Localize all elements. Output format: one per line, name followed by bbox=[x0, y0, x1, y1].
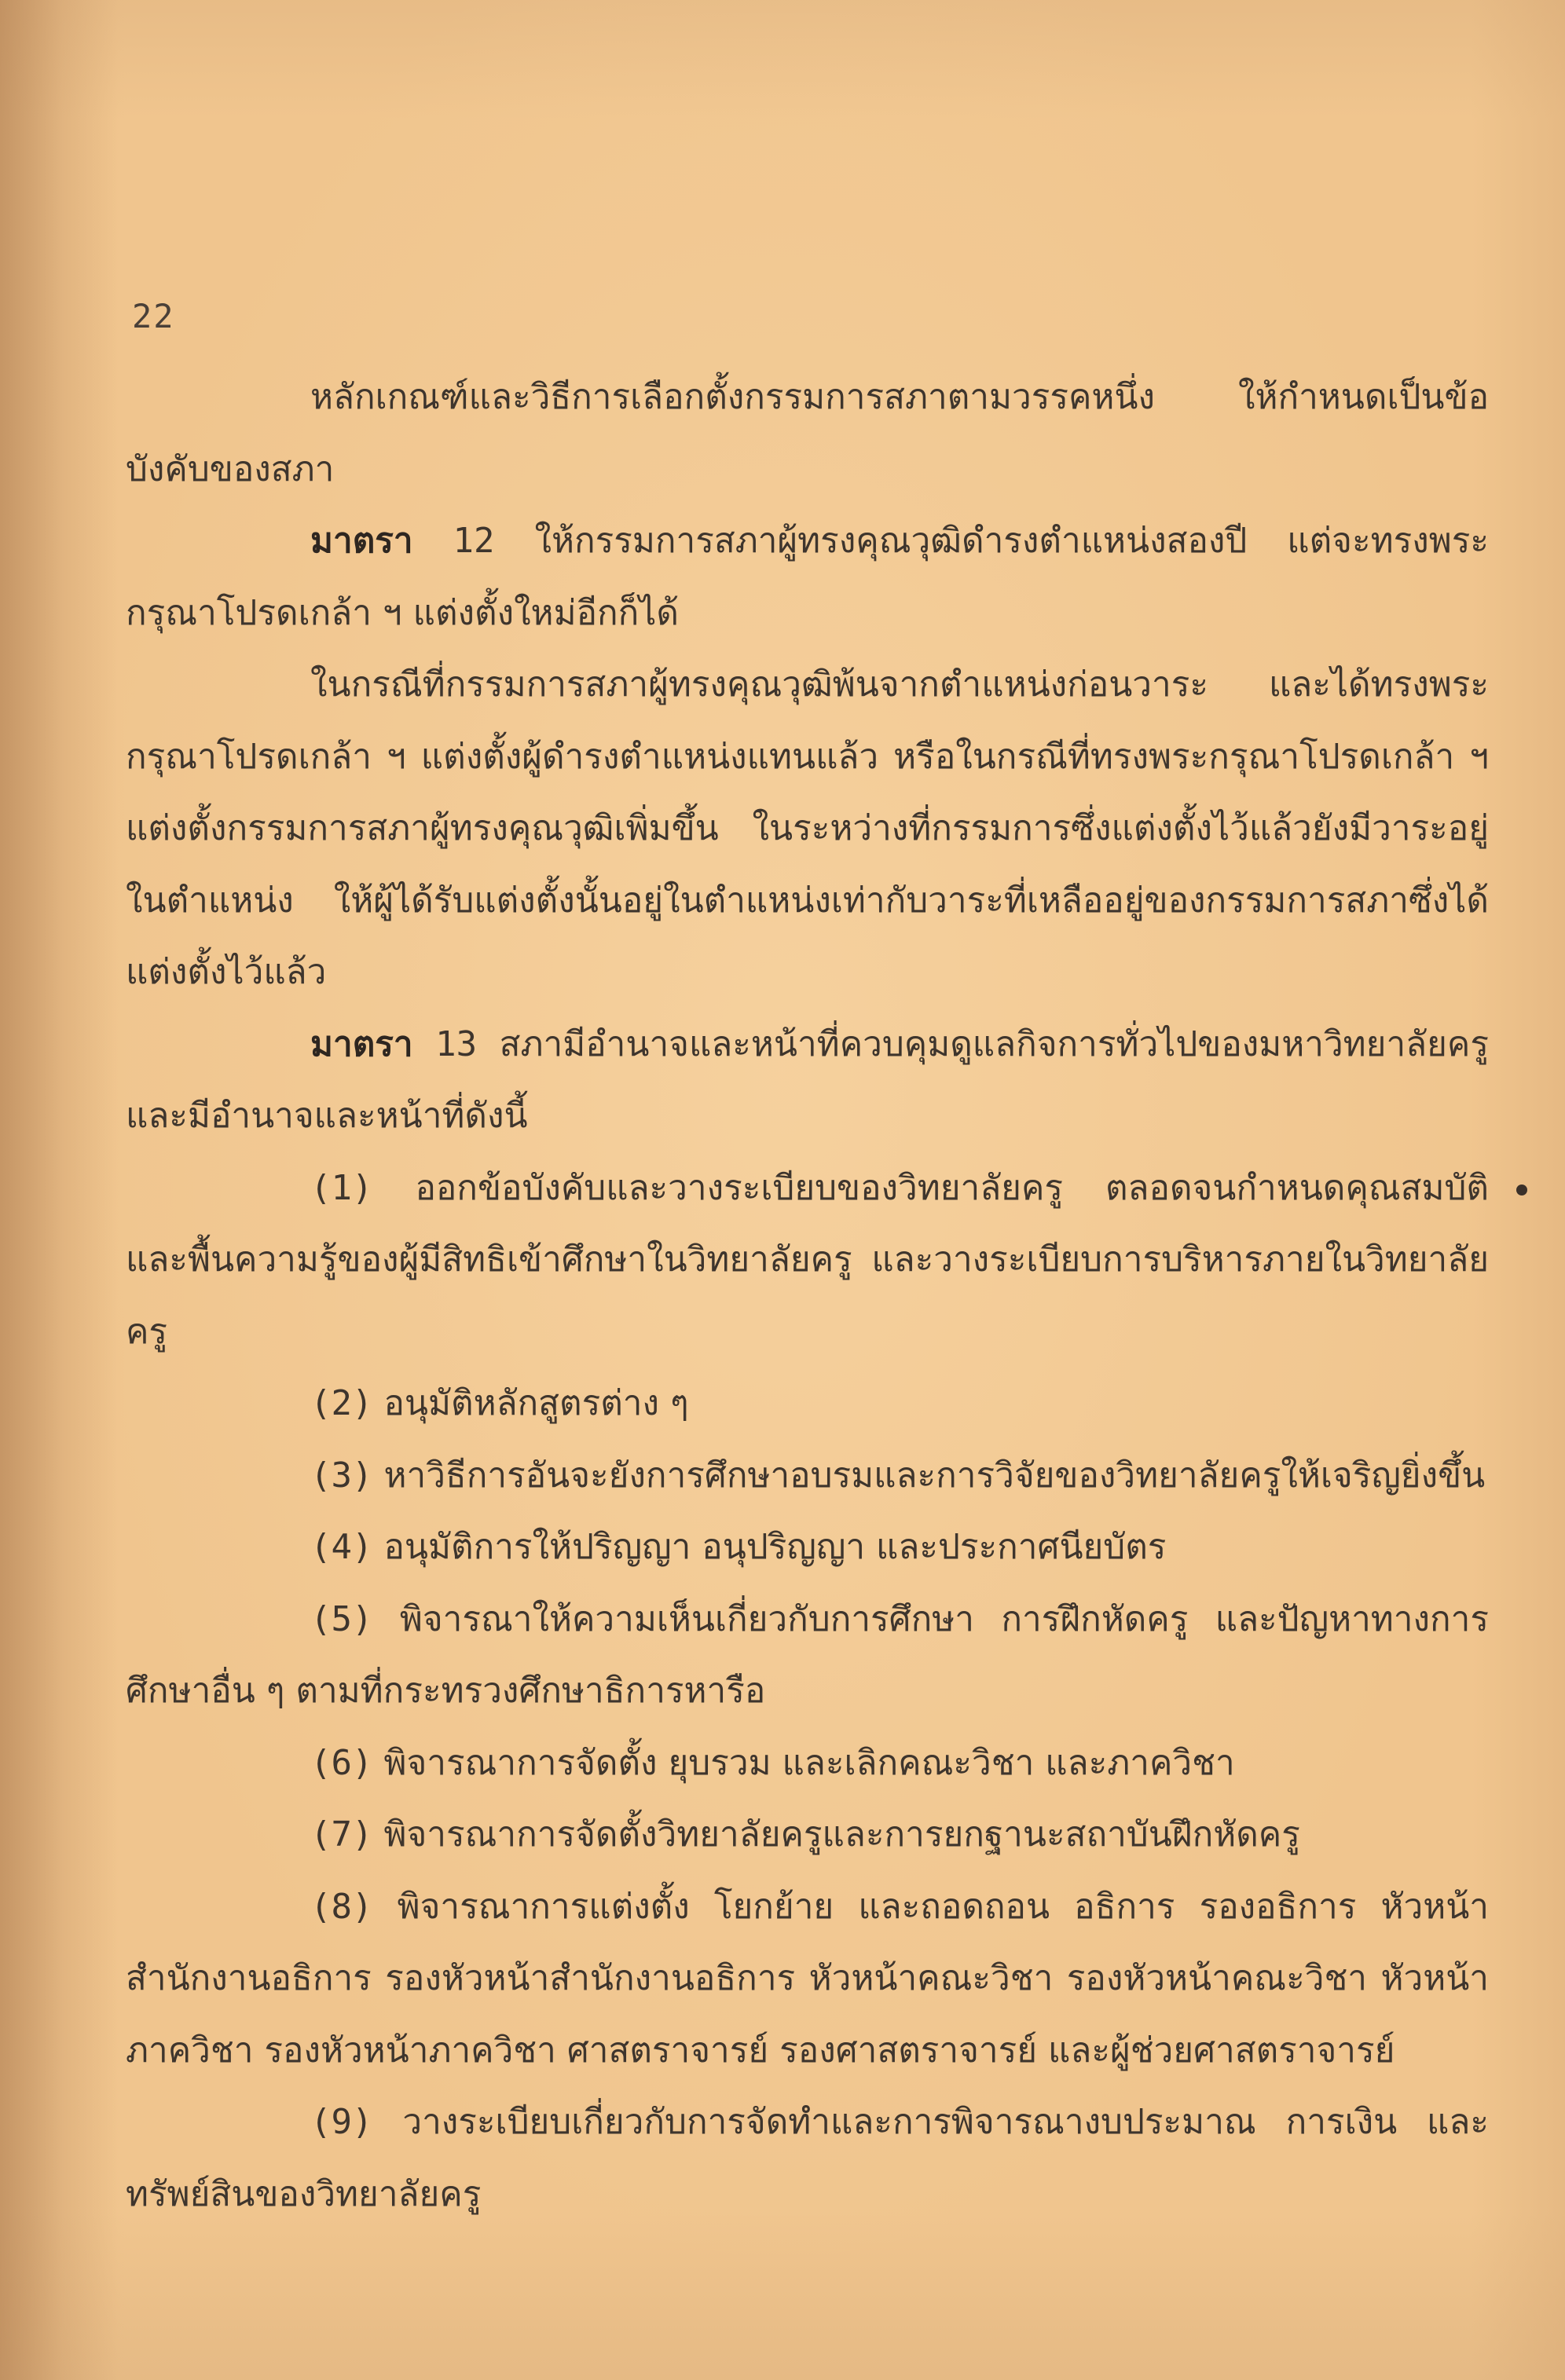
section-12 bbox=[126, 505, 1489, 649]
item-number: (6) bbox=[310, 1742, 373, 1783]
section-label: มาตรา bbox=[310, 1023, 413, 1064]
document-body bbox=[126, 361, 1489, 2230]
item-number: (9) bbox=[310, 2102, 373, 2142]
item-number: (8) bbox=[310, 1886, 373, 1927]
list-item bbox=[126, 1368, 1489, 1440]
list-item bbox=[126, 1440, 1489, 1512]
item-text: พิจารณาการจัดตั้งวิทยาลัยครูและการยกฐานะสถาบันฝึกหัดครู bbox=[383, 1814, 1300, 1855]
paragraph-text: หลักเกณฑ์และวิธีการเลือกตั้งกรรมการสภาตามวรรคหนึ่ง ให้กำหนดเป็นข้อบังคับของสภา bbox=[126, 377, 1489, 489]
section-number: 13 bbox=[435, 1023, 478, 1064]
page-edge-shadow bbox=[0, 0, 118, 2380]
section-label: มาตรา bbox=[310, 521, 413, 561]
item-number: (4) bbox=[310, 1527, 373, 1567]
item-text: พิจารณาการแต่งตั้ง โยกย้าย และถอดถอน อธิการ รองอธิการ หัวหน้าสำนักงานอธิการ รองหัวหน้าสำนักงานอธิการ หัวหน้าคณะวิชา รองหัวหน้าคณะวิชา หัวหน้าภาควิชา รองหัวหน้าภาควิชา ศาสตราจารย์ รองศาสตราจารย์ และผู้ช่วยศาสตราจารย์ bbox=[126, 1886, 1489, 2071]
ink-dot-mark bbox=[1516, 1185, 1527, 1195]
item-text: พิจารณาการจัดตั้ง ยุบรวม และเลิกคณะวิชา และภาควิชา bbox=[383, 1742, 1235, 1783]
section-text: ให้กรรมการสภาผู้ทรงคุณวุฒิดำรงตำแหน่งสองปี แต่จะทรงพระกรุณาโปรดเกล้า ฯ แต่งตั้งใหม่อีกก็ได้ bbox=[126, 521, 1489, 633]
list-item bbox=[126, 1871, 1489, 2087]
item-text: วางระเบียบเกี่ยวกับการจัดทำและการพิจารณางบประมาณ การเงิน และทรัพย์สินของวิทยาลัยครู bbox=[126, 2102, 1489, 2214]
section-13 bbox=[126, 1009, 1489, 1152]
list-item bbox=[126, 1727, 1489, 1800]
paragraph-selection-rules bbox=[126, 361, 1489, 505]
item-text: หาวิธีการอันจะยังการศึกษาอบรมและการวิจัยของวิทยาลัยครูให้เจริญยิ่งขึ้น bbox=[383, 1455, 1486, 1496]
item-number: (7) bbox=[310, 1814, 373, 1855]
paragraph-vacancy bbox=[126, 649, 1489, 1009]
section-number: 12 bbox=[453, 521, 495, 561]
item-text: พิจารณาให้ความเห็นเกี่ยวกับการศึกษา การฝึกหัดครู และปัญหาทางการศึกษาอื่น ๆ ตามที่กระทรวงศึกษาธิการหารือ bbox=[126, 1598, 1489, 1711]
list-item bbox=[126, 1511, 1489, 1584]
page-number: 22 bbox=[132, 297, 175, 335]
paragraph-text: ในกรณีที่กรรมการสภาผู้ทรงคุณวุฒิพ้นจากตำแหน่งก่อนวาระ และได้ทรงพระกรุณาโปรดเกล้า ฯ แต่งตั้งผู้ดำรงตำแหน่งแทนแล้ว หรือในกรณีที่ทรงพระกรุณาโปรดเกล้า ฯ แต่งตั้งกรรมการสภาผู้ทรงคุณวุฒิเพิ่มขึ้น ในระหว่างที่กรรมการซึ่งแต่งตั้งไว้แล้วยังมีวาระอยู่ในตำแหน่ง ให้ผู้ได้รับแต่งตั้งนั้นอยู่ในตำแหน่งเท่ากับวาระที่เหลืออยู่ของกรรมการสภาซึ่งได้แต่งตั้งไว้แล้ว bbox=[126, 665, 1489, 992]
item-number: (2) bbox=[310, 1383, 373, 1423]
item-text: อนุมัติหลักสูตรต่าง ๆ bbox=[383, 1383, 689, 1423]
item-number: (1) bbox=[310, 1167, 373, 1208]
item-text: อนุมัติการให้ปริญญา อนุปริญญา และประกาศนียบัตร bbox=[383, 1527, 1167, 1567]
list-item bbox=[126, 1799, 1489, 1871]
list-item bbox=[126, 1152, 1489, 1368]
section-text: สภามีอำนาจและหน้าที่ควบคุมดูแลกิจการทั่วไปของมหาวิทยาลัยครู และมีอำนาจและหน้าที่ดังนี้ bbox=[126, 1023, 1489, 1136]
list-item bbox=[126, 2086, 1489, 2230]
item-text: ออกข้อบังคับและวางระเบียบของวิทยาลัยครู ตลอดจนกำหนดคุณสมบัติ และพื้นความรู้ของผู้มีสิทธิเข้าศึกษาในวิทยาลัยครู และวางระเบียบการบริหารภายในวิทยาลัยครู bbox=[126, 1167, 1489, 1352]
list-item bbox=[126, 1584, 1489, 1727]
item-number: (3) bbox=[310, 1455, 373, 1496]
item-number: (5) bbox=[310, 1598, 373, 1639]
